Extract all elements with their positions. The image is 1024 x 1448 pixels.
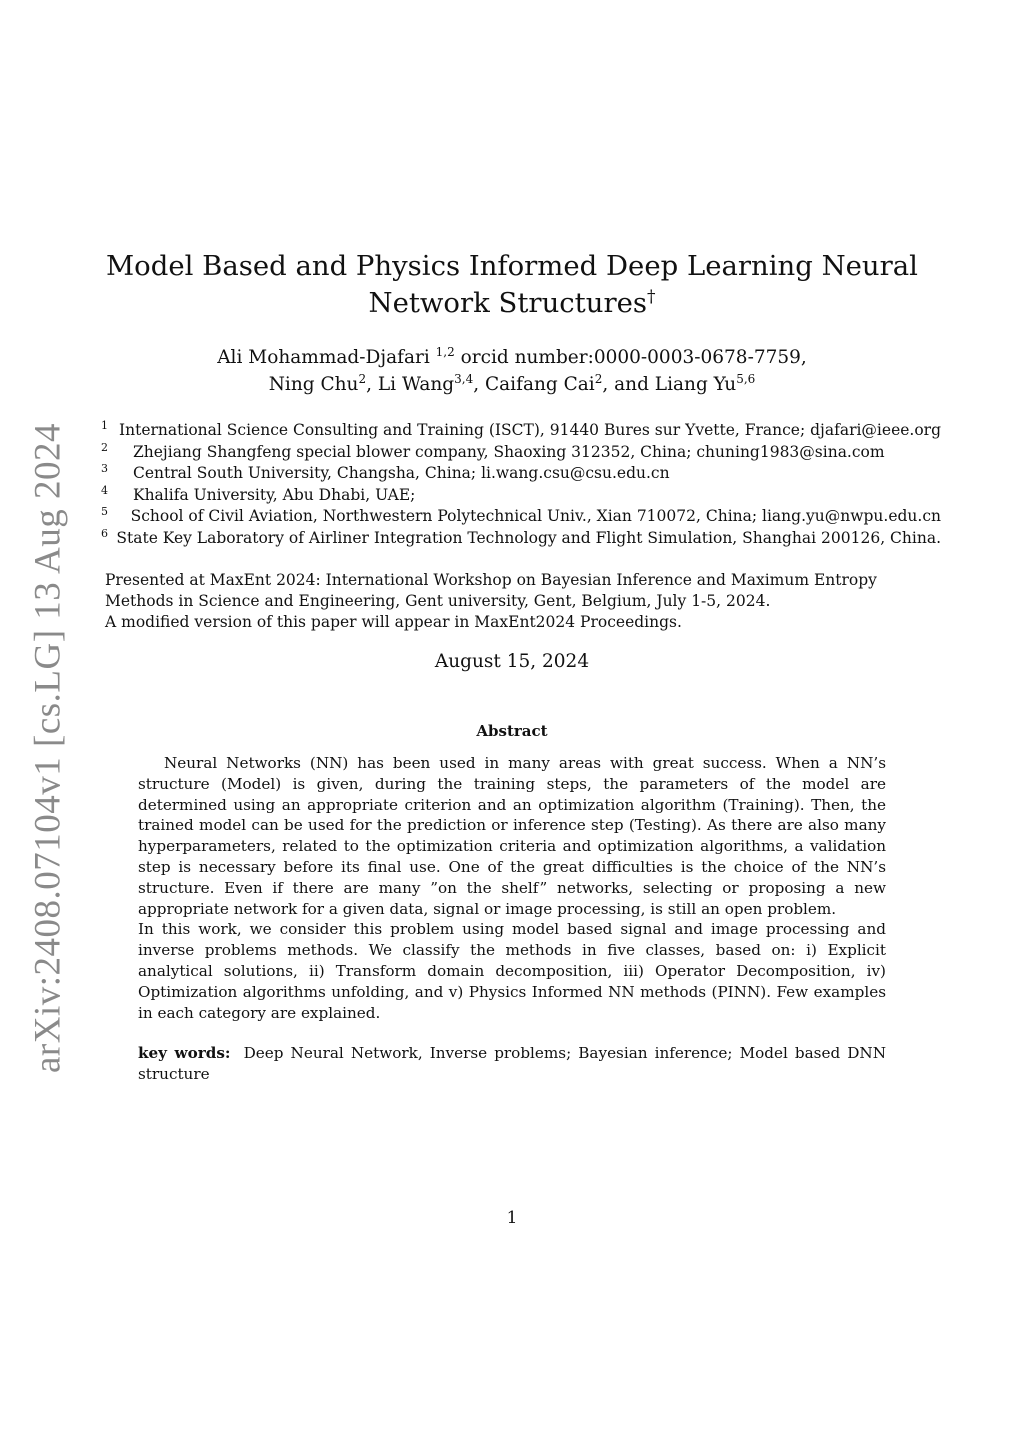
title-footnote-mark: † — [646, 286, 656, 307]
arxiv-identifier: arXiv:2408.07104v1 [cs.LG] 13 Aug 2024 — [27, 423, 69, 1073]
presentation-line-1: Presented at MaxEnt 2024: International Workshop on Bayesian Inference and Maximum Entropy — [105, 571, 877, 589]
affiliation-item — [101, 485, 941, 507]
abstract-body — [138, 753, 886, 1023]
affiliation-number: 1 — [101, 419, 108, 432]
author-list — [100, 344, 924, 398]
affiliation-number: 2 — [101, 440, 108, 454]
presentation-line-3: A modified version of this paper will appear in MaxEnt2024 Proceedings. — [105, 613, 682, 631]
presentation-line-2: Methods in Science and Engineering, Gent university, Gent, Belgium, July 1-5, 2024. — [105, 592, 771, 610]
affiliation-item — [101, 506, 941, 528]
affiliation-item — [101, 420, 941, 442]
author-name: Li Wang — [377, 374, 455, 395]
author-name: Caifang Cai — [485, 374, 595, 395]
affiliation-text: International Science Consulting and Training (ISCT), 91440 Bures sur Yvette, France; djafari@ieee.org — [119, 421, 941, 439]
abstract-paragraph-2: In this work, we consider this problem using model based signal and image processing and inverse problems methods. We classify the methods in five classes, based on: i) Explicit analytical solutions, ii) Transform domain decomposition, iii) Operator Decomposition, iv) Optimization algorithms unfolding, and v) Physics Informed NN methods (PINN). Few examples in each category are explained. — [138, 920, 886, 1022]
author-affiliation-mark: 2 — [358, 371, 367, 386]
title-line-2-text: Network Structures — [368, 287, 647, 319]
title-line-2 — [100, 285, 924, 322]
abstract-heading: Abstract — [476, 722, 548, 740]
affiliation-list — [101, 420, 941, 549]
affiliation-text: Zhejiang Shangfeng special blower company, Shaoxing 312352, China; chuning1983@sina.com — [133, 442, 885, 461]
author-name: Ning Chu — [268, 374, 359, 395]
author-line-2: Ning Chu$^2$, Li Wang$^{3,4}$, Caifang Cai$^2$, and Liang Yu$^{5,6}$ — [268, 371, 756, 395]
author-name: Ali Mohammad-Djafari — [217, 347, 430, 368]
abstract-paragraph-1: Neural Networks (NN) has been used in many areas with great success. When a NN’s structure (Model) is given, during the training steps, the parameters of the model are determined using an appropriate criterion and an optimization algorithm (Training). Then, the trained model can be used for the prediction or inference step (Testing). As there are also many hyperparameters, related to the optimization criteria and optimization algorithms, a validation step is necessary before its final use. One of the great difficulties is the choice of the NN’s structure. Even if there are many ”on the shelf” networks, selecting or proposing a new appropriate network for a given data, signal or image processing, is still an open problem. — [138, 754, 886, 918]
author-affiliation-mark: 1,2 — [435, 344, 455, 359]
page-number: 1 — [506, 1208, 518, 1228]
paper-date: August 15, 2024 — [434, 651, 590, 672]
keywords-label: key words: — [138, 1044, 231, 1062]
affiliation-item — [101, 463, 941, 485]
affiliation-text: School of Civil Aviation, Northwestern Polytechnical Univ., Xian 710072, China; liang.yu@nwpu.edu.cn — [130, 507, 941, 525]
affiliation-number: 5 — [101, 505, 108, 518]
keywords-text: Deep Neural Network, Inverse problems; Bayesian inference; Model based DNN structure — [138, 1044, 887, 1083]
affiliation-item — [101, 442, 941, 464]
author-affiliation-mark: 2 — [594, 371, 603, 386]
author-name: and Liang Yu — [614, 374, 737, 395]
affiliation-number: 3 — [101, 462, 108, 475]
presentation-note — [105, 570, 925, 633]
affiliation-text: State Key Laboratory of Airliner Integration Technology and Flight Simulation, Shanghai 200126, China. — [116, 528, 941, 547]
affiliation-item — [101, 528, 941, 550]
title-line-1: Model Based and Physics Informed Deep Learning Neural — [106, 250, 918, 282]
keywords — [138, 1043, 886, 1085]
affiliation-number: 6 — [101, 526, 108, 540]
author-affiliation-mark: 3,4 — [454, 371, 474, 386]
affiliation-number: 4 — [101, 483, 108, 497]
affiliation-text: Central South University, Changsha, China; li.wang.csu@csu.edu.cn — [133, 464, 670, 482]
author-affiliation-mark: 5,6 — [736, 371, 756, 386]
author-line-1 — [100, 344, 924, 371]
affiliation-text: Khalifa University, Abu Dhabi, UAE; — [133, 485, 416, 504]
paper-title — [100, 248, 924, 322]
author-orcid: orcid number:0000-0003-0678-7759, — [460, 347, 807, 368]
